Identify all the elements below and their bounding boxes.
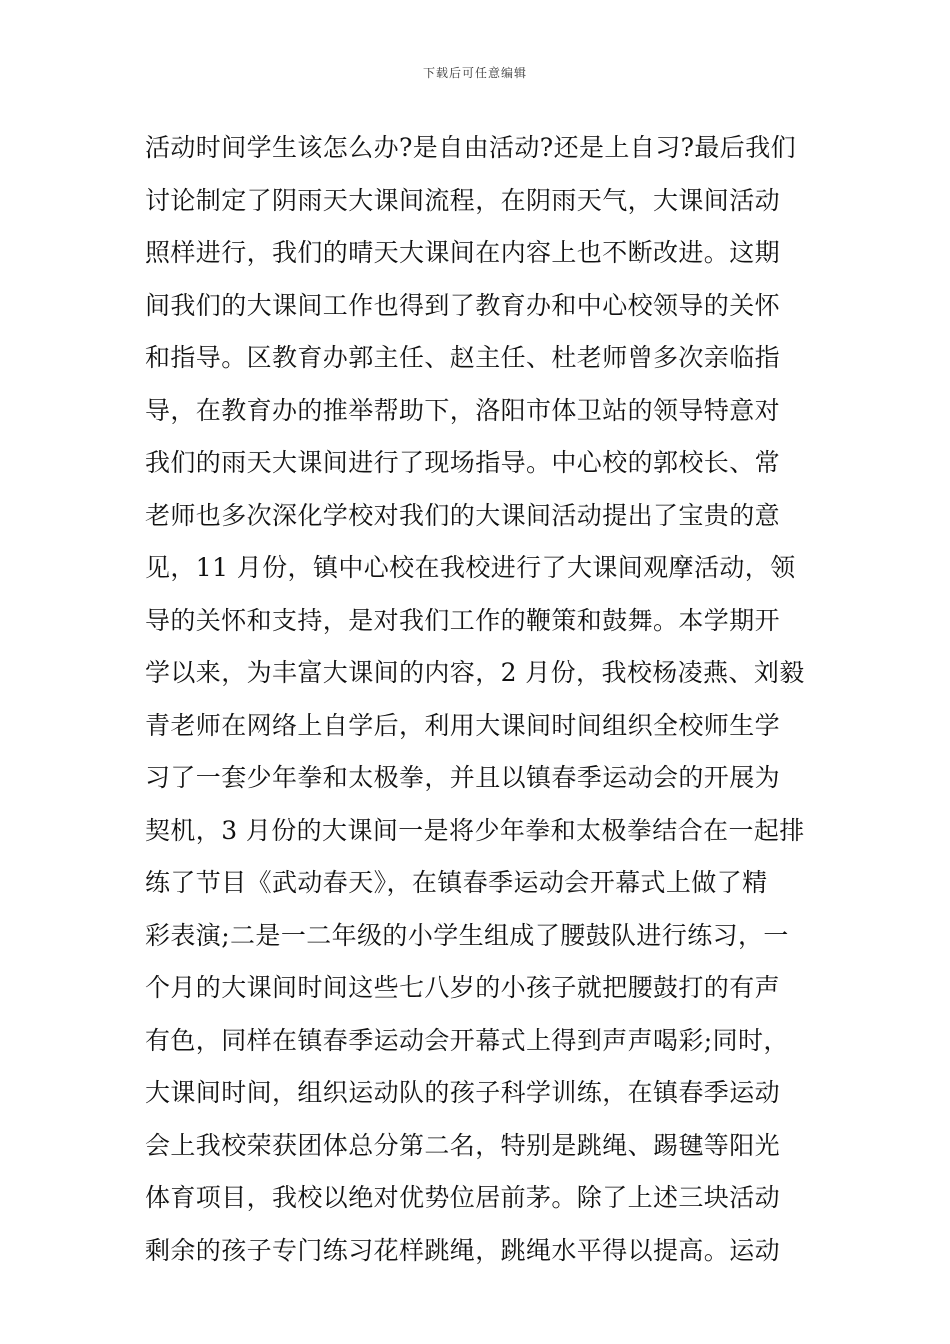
text-line: 活动时间学生该怎么办?是自由活动?还是上自习?最后我们 [145,133,797,162]
text-line: 学以来，为丰富大课间的内容，2 月份，我校杨凌燕、刘毅 [145,658,805,687]
document-body [145,122,815,1277]
text-line: 我们的雨天大课间进行了现场指导。中心校的郭校长、常 [145,448,781,477]
text-line: 会上我校荣获团体总分第二名，特别是跳绳、踢毽等阳光 [145,1130,781,1160]
text-line: 体育项目，我校以绝对优势位居前茅。除了上述三块活动 [145,1183,781,1212]
page-header: 下载后可任意编辑 [422,66,527,80]
text-line: 练了节目《武动春天》，在镇春季运动会开幕式上做了精 [145,868,768,897]
text-line: 有色，同样在镇春季运动会开幕式上得到声声喝彩;同时， [145,1025,789,1055]
text-line: 间我们的大课间工作也得到了教育办和中心校领导的关怀 [145,290,781,320]
text-line: 大课间时间，组织运动队的孩子科学训练，在镇春季运动 [145,1078,781,1107]
text-line: 照样进行，我们的晴天大课间在内容上也不断改进。这期 [145,238,781,267]
text-line: 老师也多次深化学校对我们的大课间活动提出了宝贵的意 [145,500,781,530]
text-line: 契机，3 月份的大课间一是将少年拳和太极拳结合在一起排 [145,815,805,845]
text-line: 青老师在网络上自学后，利用大课间时间组织全校师生学 [145,710,781,740]
text-line: 见，11 月份，镇中心校在我校进行了大课间观摩活动，领 [145,553,796,582]
text-line: 个月的大课间时间这些七八岁的小孩子就把腰鼓打的有声 [145,973,781,1002]
text-line: 导，在教育办的推举帮助下，洛阳市体卫站的领导特意对 [145,395,781,425]
text-line: 彩表演;二是一二年级的小学生组成了腰鼓队进行练习，一 [145,920,789,950]
text-line: 讨论制定了阴雨天大课间流程，在阴雨天气，大课间活动 [145,185,781,215]
text-line: 剩余的孩子专门练习花样跳绳，跳绳水平得以提高。运动 [145,1235,781,1265]
text-line: 导的关怀和支持，是对我们工作的鞭策和鼓舞。本学期开 [145,605,781,635]
text-line: 和指导。区教育办郭主任、赵主任、杜老师曾多次亲临指 [145,343,781,372]
text-line: 习了一套少年拳和太极拳，并且以镇春季运动会的开展为 [145,763,781,792]
